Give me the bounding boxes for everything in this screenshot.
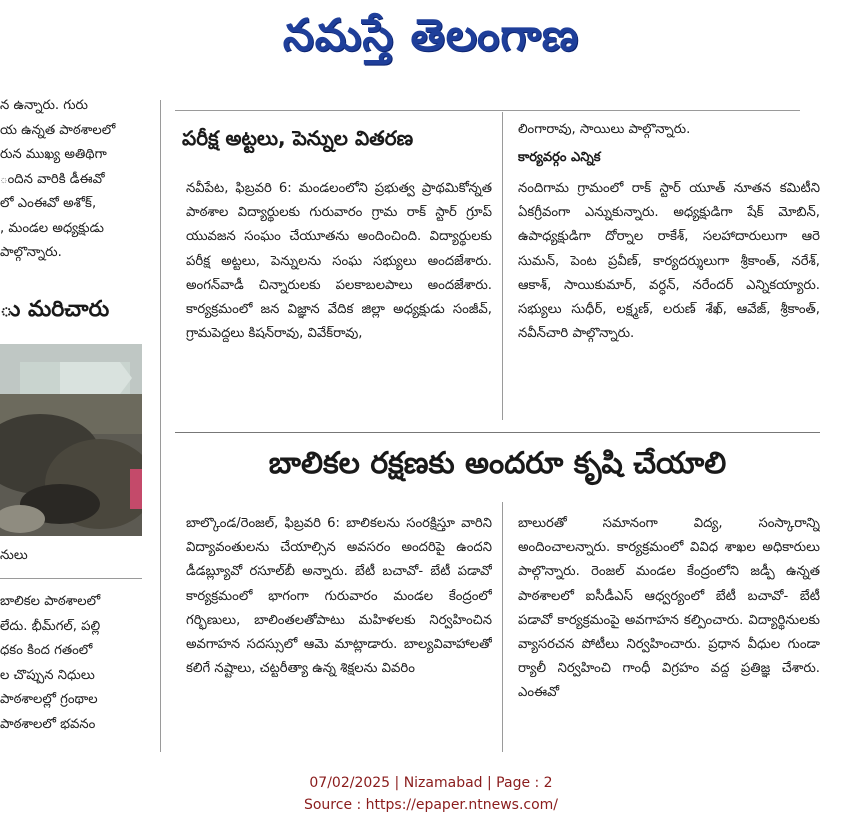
story2-body: నందిగామ గ్రామంలో రాక్ స్టార్ యూత్ నూతన కమిటీని ఏకగ్రీవంగా ఎన్నుకున్నారు. అధ్యక్షుడిగా షేక్ మోబిన్, ఉపాధ్యక్షుడిగా దోర్నాల రాకేశ్, సలహాదారులుగా ఆరె సుమన్, పెంట ప్రవీణ్, కార్యదర్శులుగా శ్రీకాంత్, నరేశ్, ఆకాశ్, సాయికుమార్, వర్ధన్, నరేందర్ ఎన్నికయ్యారు. సభ్యులు సుధీర్, లక్ష్మణ్, లరుణ్ శేఖ్, ఆవేజ్, శ్రీకాంత్, నవీన్‌చారి పాల్గొన్నారు. [518,181,820,342]
column-divider [502,502,503,752]
left-line: బాలికల పాఠశాలలో [0,594,101,609]
footer-source: Source : https://epaper.ntnews.com/ [303,797,559,813]
photo-graphic [0,344,142,536]
photo-caption: నులు [0,548,28,563]
story3-column1: బాల్కొండ/రెంజల్, ఫిబ్రవరి 6: బాలికలను సంరక్షిస్తూ వారిని విద్యావంతులను చేయాల్సిన అవసరం అందరిపై ఉందని డీడబ్ల్యూవో రసూల్‌బీ అన్నారు. బేటీ బచావో- బేటీ పడావో కార్యక్రమంలో భాగంగా గురువారం మండల కేంద్రంలో గర్భిణులు, బాలింతలతోపాటు మహిళలకు నిర్వహించిన అవగాహన సదస్సులో ఆమె మాట్లాడారు. బాల్యవివాహాలతో కలిగే నష్టాలు, చట్టరీత్యా ఉన్న శిక్షలను వివరిం [186,516,492,677]
masthead [0,0,862,78]
news-photo [0,344,142,536]
left-line: ల చొప్పున నిధులు [0,667,95,683]
left-line: య ఉన్నత పాఠశాలలో [0,122,116,138]
left-line: లో ఎంఈవో అశోక్, [0,196,97,211]
left-line: పాల్గొన్నారు. [0,245,62,260]
left-line: పాఠశాలల్లో గ్రంథాల [0,692,98,707]
story-separator [175,432,820,433]
story3-column2: బాలురతో సమానంగా విద్య, సంస్కారాన్ని అందించాలన్నారు. కార్యక్రమంలో వివిధ శాఖల అధికారులు పాల్గొన్నారు. రెంజల్ మండల కేంద్రంలోని జడ్పీ ఉన్నత పాఠశాలలో ఐసీడీఎస్ ఆధ్వర్యంలో బేటీ బచావో- బేటీ పడావో కార్యక్రమంపై అవగాహన కల్పించారు. విద్యార్థినులకు వ్యాసరచన పోటీలు నిర్వహించారు. ప్రధాన వీధుల గుండా ర్యాలీ నిర్వహించి గాంధీ విగ్రహం వద్ద ప్రతిజ్ఞ చేశారు. ఎంఈవో [518,516,820,701]
column-divider [160,100,161,752]
left-line: ందిన వారికి డీఈవో [0,171,105,187]
newspaper-title: నమస్తే తెలంగాణ [282,10,580,61]
left-rule [0,578,142,579]
story1-headline: పరీక్ష అట్టలు, పెన్నుల వితరణ [182,126,414,150]
left-line: రున ముఖ్య అతిథిగా [0,147,107,162]
left-column-bottom [0,590,142,756]
left-line: ధకం కింద గతంలో [0,643,93,658]
left-line: న ఉన్నారు. గురు [0,98,88,113]
column-divider [502,112,503,420]
story3-headline: బాలికల రక్షణకు అందరూ కృషి చేయాలి [268,446,727,481]
left-column-top [0,94,142,290]
top-rule [175,110,800,111]
left-line: లేదు. భీమ్‌గల్, పల్లి [0,618,101,634]
left-line: , మండల అధ్యక్షుడు [0,220,104,236]
story2-subheading: కార్యవర్గం ఎన్నిక [518,150,601,165]
footer-date-edition: 07/02/2025 | Nizamabad | Page : 2 [309,775,553,791]
left-line: పాఠశాలలో భవనం [0,716,96,732]
left-headline: ు మరిచారు [0,297,110,322]
story1-body: నవీపేట, ఫిబ్రవరి 6: మండలంలోని ప్రభుత్వ ప్రాథమికోన్నత పాఠశాల విద్యార్థులకు గురువారం గ్రామ రాక్ స్టార్ గ్రూప్ యువజన సంఘం చేయూతను అందించింది. విద్యార్థులకు పరీక్ష అట్టలు, పెన్నులను సంఘ సభ్యులు అందజేశారు. అంగన్‌వాడీ చిన్నారులకు పలకాబలపాలు అందజేశారు. కార్యక్రమంలో జన విజ్ఞాన వేదిక జిల్లా అధ్యక్షుడు సంజీవ్, గ్రామపెద్దలు కిషన్‌రావు, వివేక్‌రావు, [186,181,492,342]
story2-intro: లింగారావు, సాయిలు పాల్గొన్నారు. [518,122,691,137]
